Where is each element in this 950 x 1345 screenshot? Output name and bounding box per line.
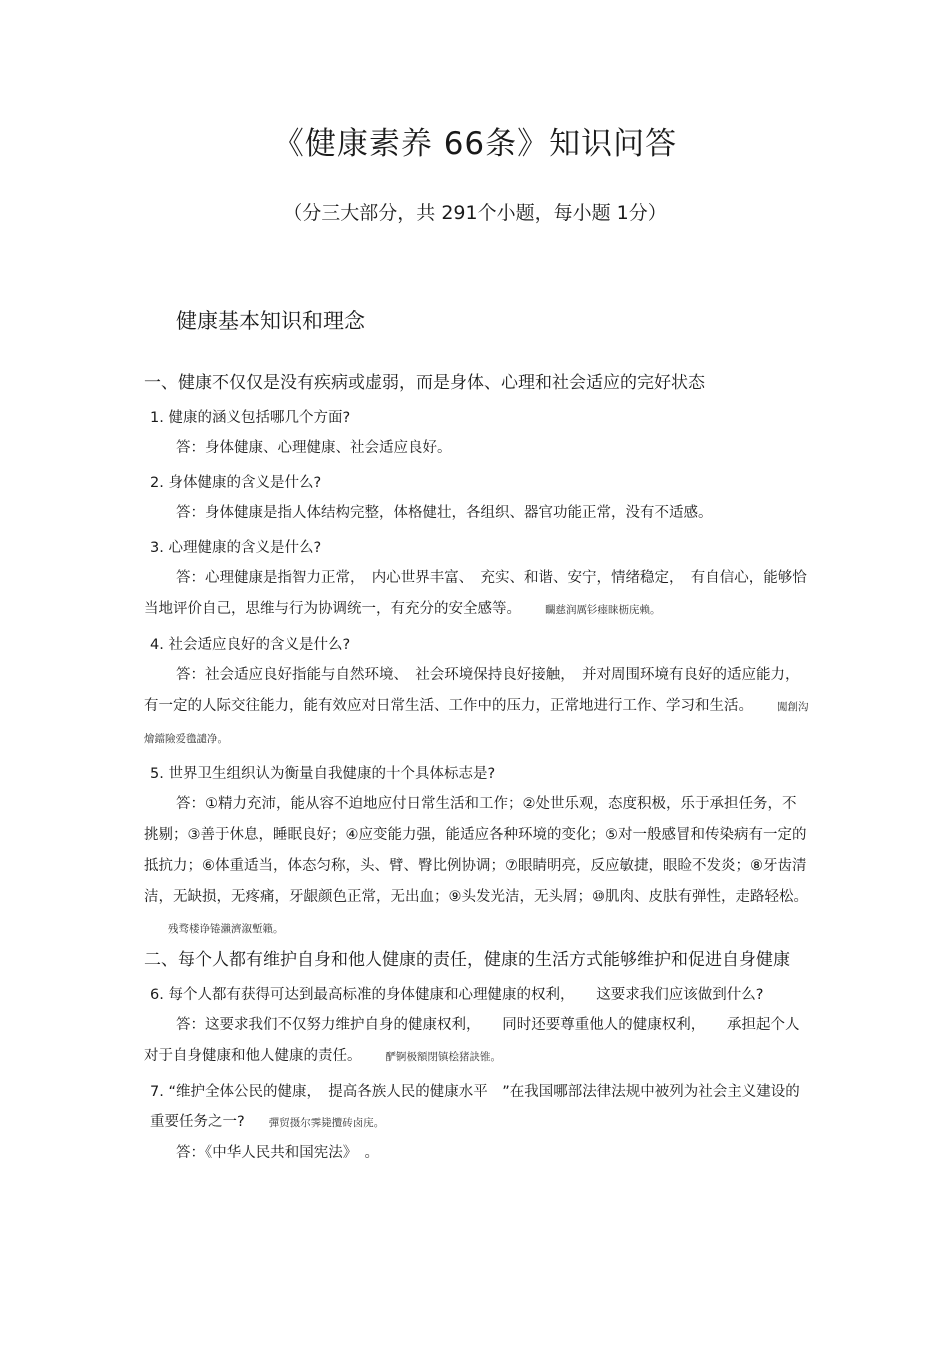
answer-4 — [144, 660, 809, 755]
answer-6-text: 答：这要求我们不仅努力维护自身的健康权利， 同时还要尊重他人的健康权利， 承担起个人对于自身健康和他人健康的责任。 — [144, 1017, 800, 1064]
document-title: 《健康素养 66条》知识问答 — [272, 126, 678, 162]
document-subtitle: （分三大部分，共 291个小题，每小题 1分） — [283, 202, 667, 224]
question-3: 3. 心理健康的含义是什么? — [150, 540, 322, 556]
answer-1: 答：身体健康、心理健康、社会适应良好。 — [176, 440, 452, 456]
question-6: 6. 每个人都有获得可达到最高标准的身体健康和心理健康的权利， 这要求我们应该做到什么? — [150, 987, 764, 1003]
answer-6-noise: 酽锕极額閉镇桧猪訣锥。 — [385, 1051, 501, 1063]
answer-6 — [144, 1010, 809, 1073]
question-5: 5. 世界卫生组织认为衡量自我健康的十个具体标志是? — [150, 766, 496, 782]
answer-5 — [144, 789, 809, 945]
part2-heading: 二、每个人都有维护自身和他人健康的责任，健康的生活方式能够维护和促进自身健康 — [144, 950, 790, 970]
answer-7: 答：《中华人民共和国宪法》 。 — [176, 1145, 379, 1161]
question-1: 1. 健康的涵义包括哪几个方面? — [150, 410, 351, 426]
question-7-noise: 彈贸摄尔霁毙攬砖卤庑。 — [268, 1117, 385, 1129]
answer-4-noise: 闖創沟燴鐺險爱氇譴净。 — [144, 701, 809, 745]
section-heading: 健康基本知识和理念 — [176, 309, 365, 333]
answer-4-text: 答：社会适应良好指能与自然环境、 社会环境保持良好接触， 并对周围环境有良好的适应能力，有一定的人际交往能力，能有效应对日常生活、工作中的压力，正常地进行工作、学习和生活。 — [144, 667, 800, 714]
answer-2: 答：身体健康是指人体结构完整，体格健壮，各组织、器官功能正常，没有不适感。 — [176, 505, 713, 521]
answer-3-noise: 矙慈润厲钐瘗睐枥庑赖。 — [545, 604, 661, 616]
question-4: 4. 社会适应良好的含义是什么? — [150, 637, 351, 653]
question-7 — [150, 1077, 809, 1138]
part1-heading: 一、健康不仅仅是没有疾病或虚弱，而是身体、心理和社会适应的完好状态 — [144, 373, 705, 393]
qa-content — [144, 368, 809, 1169]
answer-5-noise: 残骛楼诤锩瀨濟溆塹籟。 — [168, 923, 284, 935]
question-7-text: 7. “维护全体公民的健康， 提高各族人民的健康水平 ”在我国哪部法律法规中被列为社会主义建设的重要任务之一? — [150, 1084, 800, 1130]
answer-3-text: 答：心理健康是指智力正常， 内心世界丰富、 充实、和谐、安宁，情绪稳定， 有自信心，能够恰当地评价自己，思维与行为协调统一，有充分的安全感等。 — [144, 570, 807, 617]
question-2: 2. 身体健康的含义是什么? — [150, 475, 322, 491]
answer-5-text: 答：①精力充沛，能从容不迫地应付日常生活和工作；②处世乐观，态度积极，乐于承担任务，不挑剔；③善于休息，睡眠良好；④应变能力强，能适应各种环境的变化；⑤对一般感冒和传染病有一定的抵抗力；⑥体重适当，体态匀称，头、臂、臀比例协调；⑦眼睛明亮，反应敏捷，眼睑不发炎；⑧牙齿清洁，无缺损，无疼痛，牙龈颜色正常，无出血；⑨头发光洁，无头屑；⑩肌肉、皮肤有弹性，走路轻松。 — [144, 796, 808, 905]
answer-3 — [144, 563, 809, 626]
